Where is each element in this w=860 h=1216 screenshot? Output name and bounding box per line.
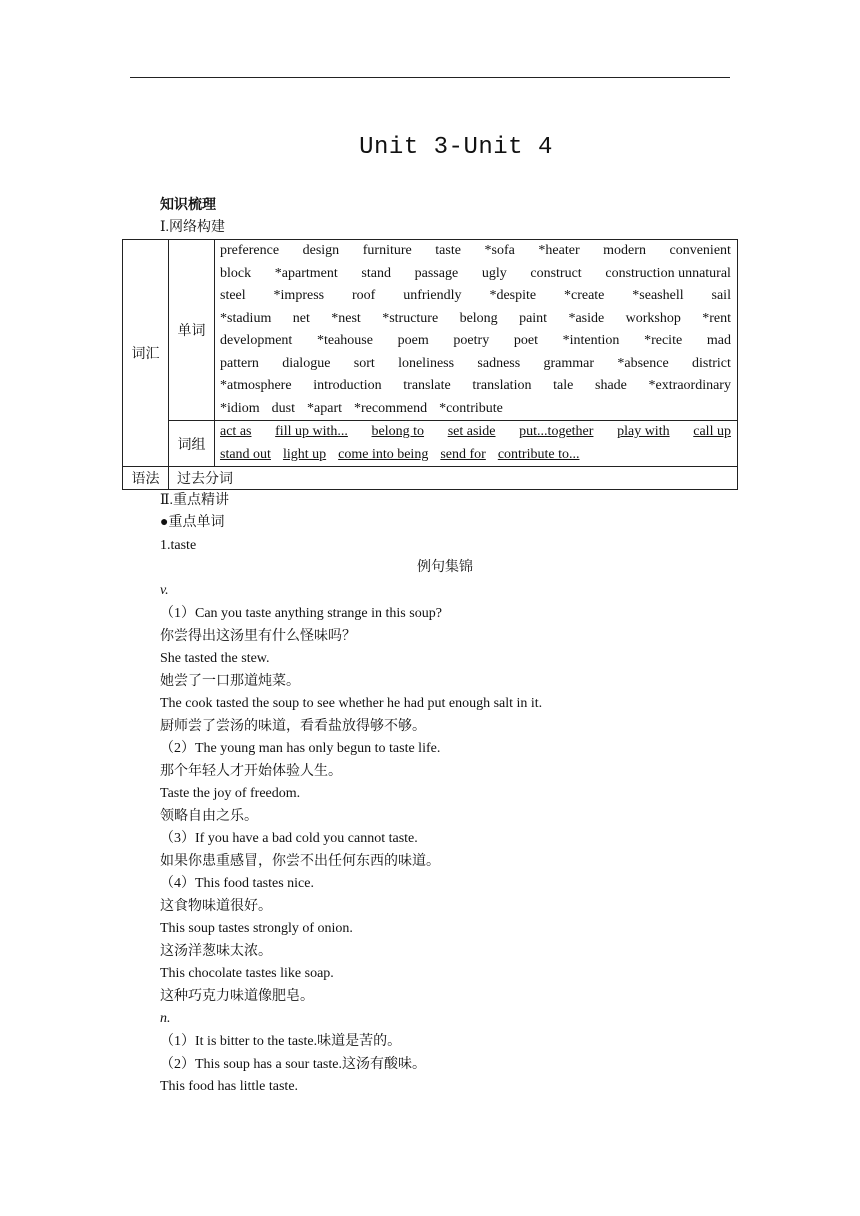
vocab-phrase: act as [220, 424, 252, 439]
examples-heading: 例句集锦 [417, 560, 473, 575]
page-title: Unit 3-Unit 4 [359, 134, 553, 161]
vocab-word: poetry [453, 333, 490, 348]
vocab-word: dust [271, 400, 296, 416]
vocab-phrase: set aside [447, 424, 496, 439]
phrase-line [220, 421, 731, 444]
vocab-word: district [692, 355, 731, 371]
vocab-word: belong [459, 310, 498, 326]
example-line: （2）The young man has only begun to taste life. [160, 741, 441, 756]
example-line: 这食物味道很好。 [160, 898, 272, 914]
example-line: （2）This soup has a sour taste.这汤有酸味。 [160, 1056, 426, 1072]
words-cell [215, 240, 738, 421]
vocab-word: *atmosphere [220, 378, 292, 393]
example-line: 那个年轻人才开始体验人生。 [160, 763, 342, 779]
example-line: （4）This food tastes nice. [160, 876, 314, 891]
vocab-word: poem [397, 333, 429, 348]
vocab-word: *rent [702, 310, 731, 326]
vocab-word: *contribute [439, 400, 503, 416]
vocab-word: pattern [220, 355, 259, 371]
vocab-word: *apartment [274, 265, 338, 281]
example-line: This chocolate tastes like soap. [160, 966, 334, 981]
vocab-word: *absence [617, 355, 669, 371]
phrase-line [220, 444, 731, 467]
vocab-word: poet [513, 333, 538, 348]
vocab-word: paint [519, 310, 548, 326]
vocab-phrase: come into being [338, 446, 429, 462]
word-line [220, 263, 731, 286]
word-line [220, 308, 731, 331]
part1-heading: Ⅰ.网络构建 [160, 220, 226, 235]
word-line [220, 285, 731, 308]
vocab-word: translate [403, 378, 451, 393]
word-line [220, 330, 731, 353]
vocab-word: *heater [538, 243, 580, 258]
vocab-word: workshop [625, 310, 681, 326]
pos-verb: v. [160, 583, 169, 598]
vocab-word: *despite [489, 288, 537, 303]
vocab-word: introduction [313, 378, 382, 393]
vocab-word: *teahouse [316, 333, 373, 348]
vocab-word: construction unnatural [605, 265, 731, 281]
vocab-phrase: fill up with... [275, 424, 348, 439]
example-line: 如果你患重感冒，你尝不出任何东西的味道。 [160, 853, 440, 869]
vocab-phrase: put...together [519, 424, 594, 439]
vocab-word: *create [563, 288, 605, 303]
section-heading: 知识梳理 [160, 198, 216, 213]
vocab-word: ugly [481, 265, 507, 281]
vocab-word: *recite [644, 333, 683, 348]
example-line: （1）It is bitter to the taste.味道是苦的。 [160, 1034, 402, 1049]
grammar-label: 语法 [123, 467, 169, 490]
vocab-word: modern [603, 243, 646, 258]
category-cell: 词汇 [123, 240, 169, 467]
vocab-word: loneliness [398, 355, 455, 371]
example-line: 你尝得出这汤里有什么怪味吗？ [160, 628, 356, 644]
vocab-word: *nest [331, 310, 361, 326]
vocab-word: unfriendly [403, 288, 462, 303]
vocab-word: tale [553, 378, 574, 393]
vocab-word: *aside [568, 310, 605, 326]
vocab-word: *recommend [354, 400, 428, 416]
phrases-cell [215, 421, 738, 467]
vocab-word: passage [414, 265, 459, 281]
vocab-phrase: play with [617, 424, 670, 439]
vocab-word: sort [353, 355, 375, 371]
vocab-word: *impress [273, 288, 325, 303]
example-line: The cook tasted the soup to see whether he had put enough salt in it. [160, 696, 543, 711]
vocab-word: shade [595, 378, 627, 393]
key-words-heading: ●重点单词 [160, 515, 225, 530]
example-line: Taste the joy of freedom. [160, 786, 301, 801]
example-line: 这种巧克力味道像肥皂。 [160, 988, 314, 1004]
vocab-word: stand [361, 265, 391, 281]
vocab-word: *stadium [220, 310, 272, 326]
word-line [220, 375, 731, 398]
vocab-word: dialogue [282, 355, 331, 371]
vocab-word: construct [530, 265, 582, 281]
vocab-word: *idiom [220, 400, 260, 416]
words-label: 单词 [169, 240, 215, 421]
part2-heading: Ⅱ.重点精讲 [160, 493, 230, 508]
vocabulary-table [122, 239, 738, 490]
vocab-word: sadness [477, 355, 521, 371]
example-line: （1）Can you taste anything strange in this soup? [160, 606, 442, 621]
vocab-word: sail [711, 288, 731, 303]
vocab-word: roof [352, 288, 376, 303]
vocab-word: *structure [382, 310, 439, 326]
example-line: （3）If you have a bad cold you cannot taste. [160, 831, 418, 846]
vocab-phrase: belong to [371, 424, 425, 439]
word-entry: 1.taste [160, 538, 197, 553]
vocab-word: block [220, 265, 252, 281]
word-line [220, 398, 731, 421]
vocab-word: *extraordinary [648, 378, 731, 393]
example-line: This soup tastes strongly of onion. [160, 921, 353, 936]
vocab-word: furniture [362, 243, 412, 258]
word-line [220, 240, 731, 263]
vocab-word: *intention [562, 333, 620, 348]
example-line: 厨师尝了尝汤的味道，看看盐放得够不够。 [160, 718, 426, 734]
pos-noun: n. [160, 1011, 171, 1026]
phrases-label: 词组 [169, 421, 215, 467]
vocab-word: design [302, 243, 340, 258]
vocab-word: grammar [543, 355, 595, 371]
vocab-word: convenient [669, 243, 731, 258]
header-rule [130, 77, 730, 78]
vocab-word: net [292, 310, 310, 326]
vocab-word: steel [220, 288, 246, 303]
vocab-word: *sofa [484, 243, 515, 258]
example-line: This food has little taste. [160, 1079, 299, 1094]
word-line [220, 353, 731, 376]
vocab-phrase: call up [693, 424, 731, 439]
example-line: 领略自由之乐。 [160, 808, 258, 824]
example-line: 她尝了一口那道炖菜。 [160, 673, 300, 689]
vocab-phrase: light up [282, 446, 327, 462]
vocab-phrase: stand out [220, 446, 271, 462]
vocab-word: development [220, 333, 293, 348]
example-line: 这汤洋葱味太浓。 [160, 943, 272, 959]
vocab-word: mad [706, 333, 731, 348]
vocab-word: *apart [307, 400, 342, 416]
vocab-phrase: contribute to... [497, 446, 580, 462]
vocab-word: translation [472, 378, 532, 393]
vocab-word: *seashell [632, 288, 684, 303]
vocab-word: preference [220, 243, 280, 258]
example-line: She tasted the stew. [160, 651, 270, 666]
vocab-phrase: send for [440, 446, 486, 462]
grammar-value: 过去分词 [169, 467, 738, 490]
vocab-word: taste [435, 243, 461, 258]
